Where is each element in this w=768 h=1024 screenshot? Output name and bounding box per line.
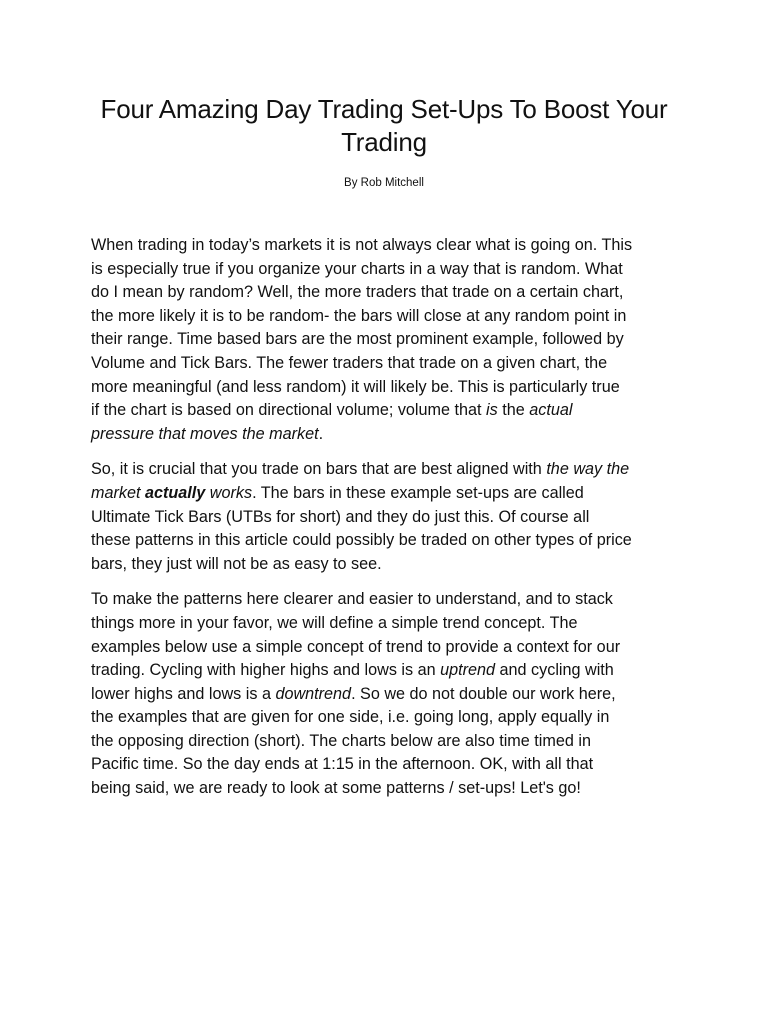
italic-text: market (91, 483, 145, 502)
text-run: . So we do not double our work here, (351, 684, 616, 703)
title-line: Trading (341, 127, 427, 157)
text-run: these patterns in this article could possibly be traded on other types of price (91, 531, 632, 550)
title-line: Four Amazing Day Trading Set-Ups To Boost Your (100, 94, 668, 124)
paragraph-line (91, 258, 691, 282)
text-run: the (497, 401, 530, 420)
paragraph-line (91, 376, 691, 400)
paragraph-line (91, 305, 691, 329)
paragraph-line (91, 281, 691, 305)
italic-text: works (205, 483, 253, 502)
paragraph (91, 588, 691, 800)
paragraph-line (91, 352, 691, 376)
text-run: if the chart is based on directional volume; volume that (91, 401, 487, 420)
article-body (91, 234, 691, 813)
paragraph-line (91, 553, 691, 577)
text-run: and cycling with (495, 661, 614, 680)
text-run: . The bars in these example set-ups are called (252, 483, 584, 502)
paragraph-line (91, 706, 691, 730)
paragraph-line (91, 458, 691, 482)
text-run: the more likely it is to be random- the bars will close at any random point in (91, 306, 627, 325)
text-run: Ultimate Tick Bars (UTBs for short) and they do just this. Of course all (91, 507, 590, 526)
italic-text: is (486, 401, 498, 420)
text-run: Volume and Tick Bars. The fewer traders that trade on a given chart, the (91, 353, 608, 372)
document-title (60, 93, 708, 159)
text-run: is especially true if you organize your charts in a way that is random. What (91, 259, 623, 278)
paragraph-line (91, 659, 691, 683)
italic-text: pressure that moves the market (91, 424, 319, 443)
text-run: examples below use a simple concept of trend to provide a context for our (91, 637, 621, 656)
text-run: trading. Cycling with higher highs and lows is an (91, 661, 441, 680)
paragraph (91, 458, 691, 576)
paragraph-line (91, 636, 691, 660)
text-run: the examples that are given for one side, i.e. going long, apply equally in (91, 708, 610, 727)
text-run: the opposing direction (short). The charts below are also time timed in (91, 731, 591, 750)
bold-italic-text: actually (144, 483, 206, 502)
italic-text: downtrend (275, 684, 352, 703)
text-run: Pacific time. So the day ends at 1:15 in the afternoon. OK, with all that (91, 755, 594, 774)
paragraph-line (91, 683, 691, 707)
text-run: When trading in today’s markets it is not always clear what is going on. This (91, 236, 633, 254)
paragraph-line (91, 234, 691, 258)
italic-text: the way the (546, 460, 630, 479)
paragraph-line (91, 423, 691, 447)
text-run: So, it is crucial that you trade on bars that are best aligned with (91, 460, 547, 479)
text-run: more meaningful (and less random) it will likely be. This is particularly true (91, 377, 620, 396)
text-run: things more in your favor, we will define a simple trend concept. The (91, 613, 578, 632)
paragraph-line (91, 529, 691, 553)
paragraph-line (91, 777, 691, 801)
paragraph-line (91, 753, 691, 777)
text-run: . (318, 424, 324, 443)
author-byline: By Rob Mitchell (344, 177, 424, 189)
paragraph-line (91, 730, 691, 754)
paragraph-line (91, 482, 691, 506)
paragraph-line (91, 612, 691, 636)
text-run: bars, they just will not be as easy to see. (91, 554, 382, 573)
paragraph-line (91, 399, 691, 423)
paragraph-line (91, 506, 691, 530)
paragraph-line (91, 588, 691, 612)
paragraph-line (91, 328, 691, 352)
text-run: lower highs and lows is a (91, 684, 276, 703)
text-run: being said, we are ready to look at some patterns / set-ups! Let's go! (91, 779, 581, 798)
italic-text: uptrend (440, 661, 496, 680)
text-run: do I mean by random? Well, the more traders that trade on a certain chart, (91, 283, 624, 302)
text-run: To make the patterns here clearer and easier to understand, and to stack (91, 590, 613, 609)
text-run: their range. Time based bars are the most prominent example, followed by (91, 330, 624, 349)
italic-text: actual (529, 401, 573, 420)
paragraph (91, 234, 691, 446)
